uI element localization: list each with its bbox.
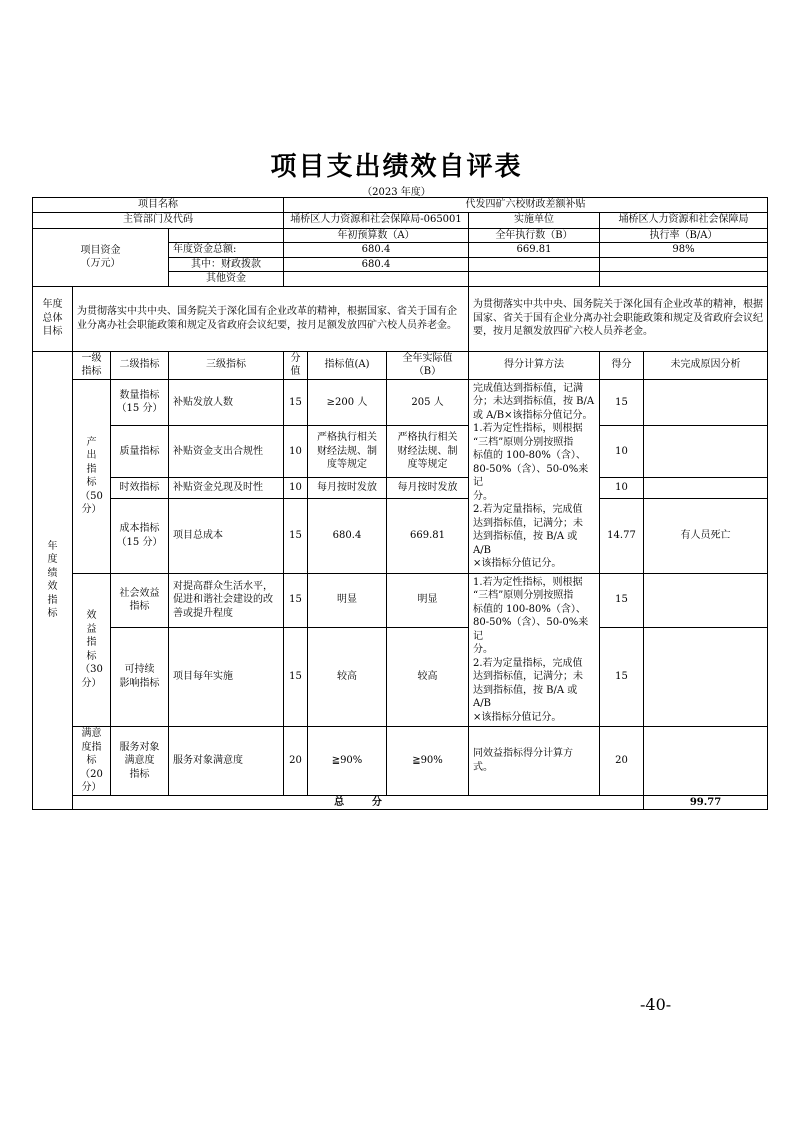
row-target: 较高 <box>308 627 387 726</box>
row-l3: 服务对象满意度 <box>169 727 284 796</box>
project-name: 代发四矿六校财政差额补贴 <box>284 198 768 213</box>
row-weight: 10 <box>284 477 308 498</box>
row-l2: 数量指标 （15 分） <box>111 379 169 426</box>
row-score: 15 <box>600 627 644 726</box>
indicators-section-label: 年 度 绩 效 指 标 <box>33 351 73 810</box>
row-l2: 成本指标 （15 分） <box>111 498 169 573</box>
row-reason <box>644 379 768 426</box>
satisfaction-indicator-label: 满意 度指 标 （20 分） <box>73 727 111 796</box>
row-weight: 15 <box>284 498 308 573</box>
row-l2: 时效指标 <box>111 477 169 498</box>
row-target: 严格执行相关 财经法规、制 度等规定 <box>308 426 387 477</box>
page-title: 项目支出绩效自评表 <box>270 152 523 182</box>
method-output: 完成值达到指标值，记满 分；未达到指标值，按 B/A 或 A/B×该指标分值记分。 1.若为定性指标，则根据 “三档”原则分别按照指 标值的 100-80%（含）、 80-50%（含）、50-0%来记 分。 2.若为定量指标，完成值 达到指标值，记满分；未 达到指标值，按 B/A 或 A/B ×该指标分值记分。 <box>469 379 600 573</box>
funds-blank-cell <box>169 228 284 243</box>
row-target: 每月按时发放 <box>308 477 387 498</box>
project-name-label: 项目名称 <box>33 198 284 213</box>
total-actual: 669.81 <box>469 243 600 258</box>
row-score: 14.77 <box>600 498 644 573</box>
col-budget-header: 年初预算数（A） <box>284 228 469 243</box>
row-actual: 较高 <box>387 627 469 726</box>
effect-indicator-label: 效 益 指 标 （30 分） <box>73 573 111 727</box>
dept-label: 主管部门及代码 <box>33 212 284 228</box>
impl-label: 实施单位 <box>469 212 600 228</box>
row-reason <box>644 573 768 627</box>
row-weight: 10 <box>284 426 308 477</box>
row-weight: 15 <box>284 627 308 726</box>
row-l2: 服务对象 满意度 指标 <box>111 727 169 796</box>
row-actual: 669.81 <box>387 498 469 573</box>
header-level3: 三级指标 <box>169 351 284 379</box>
col-rate-header: 执行率（B/A） <box>600 228 768 243</box>
row-l3: 项目总成本 <box>169 498 284 573</box>
year-subtitle: （2023 年度） <box>362 187 431 198</box>
row-l3: 对提高群众生活水平， 促进和谐社会建设的改 善或提升程度 <box>169 573 284 627</box>
row-reason: 有人员死亡 <box>644 498 768 573</box>
row-actual: ≧90% <box>387 727 469 796</box>
funds-label: 项目资金 （万元） <box>33 228 169 286</box>
row-score: 10 <box>600 477 644 498</box>
header-actual: 全年实际值 （B） <box>387 351 469 379</box>
method-effect: 1.若为定性指标，则根据 “三档”原则分别按照指 标值的 100-80%（含）、 80-50%（含）、50-0%来记 分。 2.若为定量指标，完成值 达到指标值，记满分；未 达到指标值，按 B/A 或 A/B ×该指标分值记分。 <box>469 573 600 727</box>
row-score: 15 <box>600 379 644 426</box>
row-l3: 补贴资金支出合规性 <box>169 426 284 477</box>
evaluation-table <box>32 197 768 810</box>
total-score: 99.77 <box>644 795 768 810</box>
fiscal-budget: 680.4 <box>284 257 469 272</box>
header-level2: 二级指标 <box>111 351 169 379</box>
other-funds-label: 其他资金 <box>169 272 284 287</box>
row-target: 680.4 <box>308 498 387 573</box>
fiscal-actual <box>469 257 600 272</box>
dept-value: 埇桥区人力资源和社会保障局-065001 <box>284 212 469 228</box>
output-indicator-label: 产 出 指 标 （50 分） <box>73 379 111 573</box>
header-target: 指标值(A) <box>308 351 387 379</box>
row-reason <box>644 727 768 796</box>
header-level1: 一级 指标 <box>73 351 111 379</box>
row-l3: 项目每年实施 <box>169 627 284 726</box>
goal-label: 年度 总体 目标 <box>33 286 73 351</box>
row-weight: 15 <box>284 379 308 426</box>
row-weight: 20 <box>284 727 308 796</box>
row-l2: 质量指标 <box>111 426 169 477</box>
fiscal-funds-label: 其中：财政拨款 <box>169 257 284 272</box>
goal-actual: 为贯彻落实中共中央、国务院关于深化国有企业改革的精神，根据国家、省关于国有企业分离办社会职能政策和规定及省政府会议纪要，按月足额发放四矿六校人员养老金。 <box>469 286 768 351</box>
row-target: ≧90% <box>308 727 387 796</box>
row-target: ≥200 人 <box>308 379 387 426</box>
other-budget <box>284 272 469 287</box>
col-actual-header: 全年执行数（B） <box>469 228 600 243</box>
total-budget: 680.4 <box>284 243 469 258</box>
row-reason <box>644 627 768 726</box>
row-actual: 每月按时发放 <box>387 477 469 498</box>
total-label: 总 分 <box>73 795 644 810</box>
method-satisfaction: 同效益指标得分计算方 式。 <box>469 727 600 796</box>
other-actual <box>469 272 600 287</box>
fiscal-rate <box>600 257 768 272</box>
row-score: 10 <box>600 426 644 477</box>
header-score: 得分 <box>600 351 644 379</box>
row-l2: 社会效益 指标 <box>111 573 169 627</box>
header-weight: 分 值 <box>284 351 308 379</box>
row-score: 20 <box>600 727 644 796</box>
row-actual: 明显 <box>387 573 469 627</box>
row-l3: 补贴发放人数 <box>169 379 284 426</box>
other-rate <box>600 272 768 287</box>
header-reason: 未完成原因分析 <box>644 351 768 379</box>
row-score: 15 <box>600 573 644 627</box>
row-reason <box>644 426 768 477</box>
total-funds-label: 年度资金总额: <box>169 243 284 258</box>
goal-planned: 为贯彻落实中共中央、国务院关于深化国有企业改革的精神，根据国家、省关于国有企业分离办社会职能政策和规定及省政府会议纪要，按月足额发放四矿六校人员养老金。 <box>73 286 469 351</box>
row-l3: 补贴资金兑现及时性 <box>169 477 284 498</box>
row-target: 明显 <box>308 573 387 627</box>
header-method: 得分计算方法 <box>469 351 600 379</box>
page-number: -40- <box>640 995 672 1014</box>
row-weight: 15 <box>284 573 308 627</box>
row-reason <box>644 477 768 498</box>
row-l2: 可持续 影响指标 <box>111 627 169 726</box>
row-actual: 严格执行相关 财经法规、制 度等规定 <box>387 426 469 477</box>
total-rate: 98% <box>600 243 768 258</box>
row-actual: 205 人 <box>387 379 469 426</box>
impl-value: 埇桥区人力资源和社会保障局 <box>600 212 768 228</box>
